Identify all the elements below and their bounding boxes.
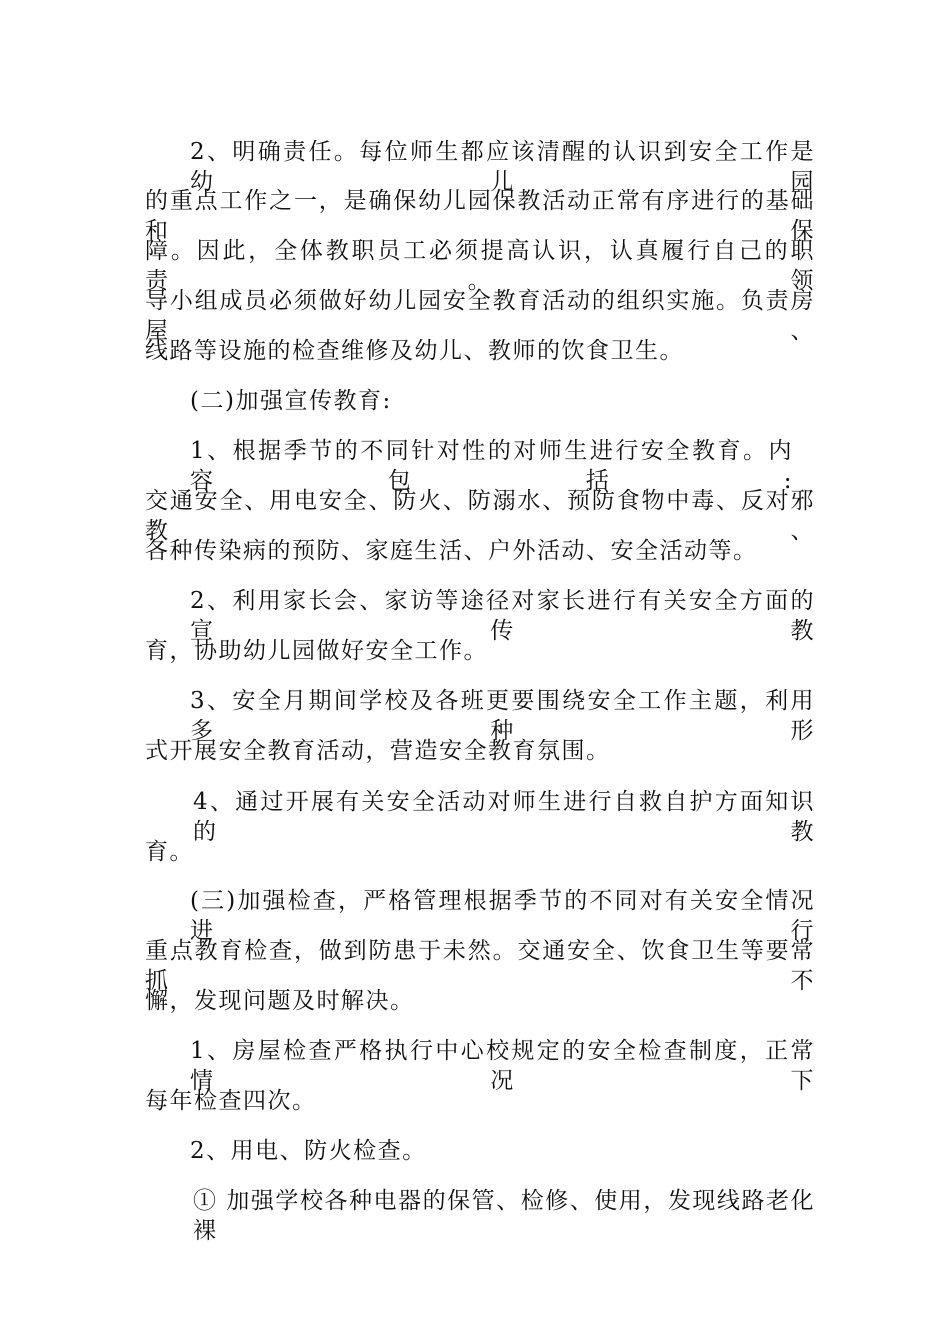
paragraph-line: 每年检查四次。 <box>145 1088 317 1114</box>
paragraph-line: 障。因此，全体教职员工必须提高认识，认真履行自己的职责。领 <box>145 238 815 294</box>
paragraph-line: 3、安全月期间学校及各班更要围绕安全工作主题，利用多种形 <box>190 688 815 744</box>
paragraph-line: 懈，发现问题及时解决。 <box>145 988 415 1014</box>
paragraph-line: 1、房屋检查严格执行中心校规定的安全检查制度，正常情况下 <box>190 1038 815 1094</box>
section-heading: (二)加强宣传教育: <box>190 388 392 414</box>
paragraph-line: 2、明确责任。每位师生都应该清醒的认识到安全工作是幼儿园 <box>190 139 815 195</box>
paragraph-line: ① 加强学校各种电器的保管、检修、使用，发现线路老化裸 <box>193 1188 815 1244</box>
paragraph-line: 4、通过开展有关安全活动对师生进行自救自护方面知识的教 <box>193 789 815 845</box>
paragraph-line: 育，协助幼儿园做好安全工作。 <box>145 638 488 664</box>
paragraph-line: 1、根据季节的不同针对性的对师生进行安全教育。内容包括: <box>190 438 793 494</box>
section-heading: (三)加强检查，严格管理根据季节的不同对有关安全情况进行 <box>190 888 815 944</box>
paragraph-line: 2、用电、防火检查。 <box>190 1138 427 1164</box>
paragraph-line: 各种传染病的预防、家庭生活、户外活动、安全活动等。 <box>145 538 758 564</box>
paragraph-line: 育。 <box>145 839 194 865</box>
paragraph-line: 2、利用家长会、家访等途径对家长进行有关安全方面的宣传教 <box>190 588 815 644</box>
paragraph-line: 线路等设施的检查维修及幼儿、教师的饮食卫生。 <box>145 338 684 364</box>
paragraph-line: 的重点工作之一，是确保幼儿园保教活动正常有序进行的基础和保 <box>145 188 815 244</box>
paragraph-line: 重点教育检查，做到防患于未然。交通安全、饮食卫生等要常抓不 <box>145 938 815 994</box>
paragraph-line: 交通安全、用电安全、防火、防溺水、预防食物中毒、反对邪教、 <box>145 488 815 544</box>
paragraph-line: 导小组成员必须做好幼儿园安全教育活动的组织实施。负责房屋、 <box>145 288 815 344</box>
paragraph-line: 式开展安全教育活动，营造安全教育氛围。 <box>145 738 611 764</box>
